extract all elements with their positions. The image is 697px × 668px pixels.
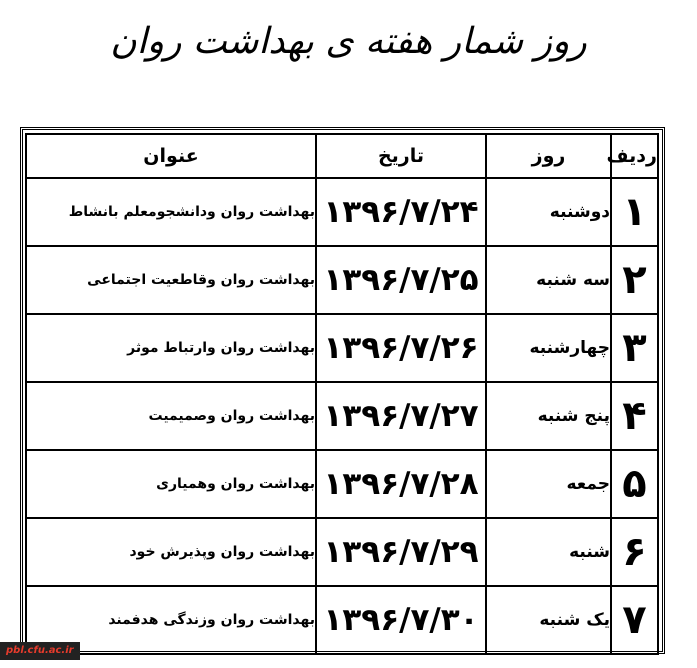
- row-number: ۳: [611, 314, 658, 382]
- table-row: [26, 246, 658, 314]
- topic-cell: بهداشت روان وصمیمیت: [26, 382, 316, 450]
- topic-cell: بهداشت روان وهمیاری: [26, 450, 316, 518]
- schedule-table: [25, 133, 659, 655]
- table-row: [26, 314, 658, 382]
- header-row: [26, 134, 658, 178]
- watermark: pbl.cfu.ac.ir: [0, 642, 80, 660]
- row-number: ۴: [611, 382, 658, 450]
- row-number: ۲: [611, 246, 658, 314]
- topic-cell: بهداشت روان وزندگی هدفمند: [26, 586, 316, 654]
- table-row: [26, 450, 658, 518]
- table-row: [26, 178, 658, 246]
- table-row: [26, 586, 658, 654]
- day-name: سه شنبه: [486, 246, 611, 314]
- topic-cell: بهداشت روان وپذیرش خود: [26, 518, 316, 586]
- topic-cell: بهداشت روان ودانشجومعلم بانشاط: [26, 178, 316, 246]
- day-name: جمعه: [486, 450, 611, 518]
- row-number: ۷: [611, 586, 658, 654]
- date-cell: ۱۳۹۶/۷/۲۸: [316, 450, 486, 518]
- topic-cell: بهداشت روان وقاطعیت اجتماعی: [26, 246, 316, 314]
- day-name: یک شنبه: [486, 586, 611, 654]
- table-row: [26, 518, 658, 586]
- day-name: چهارشنبه: [486, 314, 611, 382]
- date-cell: ۱۳۹۶/۷/۲۶: [316, 314, 486, 382]
- header-topic: عنوان: [26, 134, 316, 178]
- header-row-number: ردیف: [611, 134, 658, 178]
- header-date: تاریخ: [316, 134, 486, 178]
- date-cell: ۱۳۹۶/۷/۳۰: [316, 586, 486, 654]
- row-number: ۱: [611, 178, 658, 246]
- date-cell: ۱۳۹۶/۷/۲۴: [316, 178, 486, 246]
- date-cell: ۱۳۹۶/۷/۲۵: [316, 246, 486, 314]
- date-cell: ۱۳۹۶/۷/۲۹: [316, 518, 486, 586]
- header-day: روز: [486, 134, 611, 178]
- row-number: ۶: [611, 518, 658, 586]
- day-name: دوشنبه: [486, 178, 611, 246]
- table-row: [26, 382, 658, 450]
- topic-cell: بهداشت روان وارتباط موثر: [26, 314, 316, 382]
- day-name: شنبه: [486, 518, 611, 586]
- page-title: روز شمار هفته ی بهداشت روان: [110, 21, 587, 62]
- day-name: پنج شنبه: [486, 382, 611, 450]
- row-number: ۵: [611, 450, 658, 518]
- date-cell: ۱۳۹۶/۷/۲۷: [316, 382, 486, 450]
